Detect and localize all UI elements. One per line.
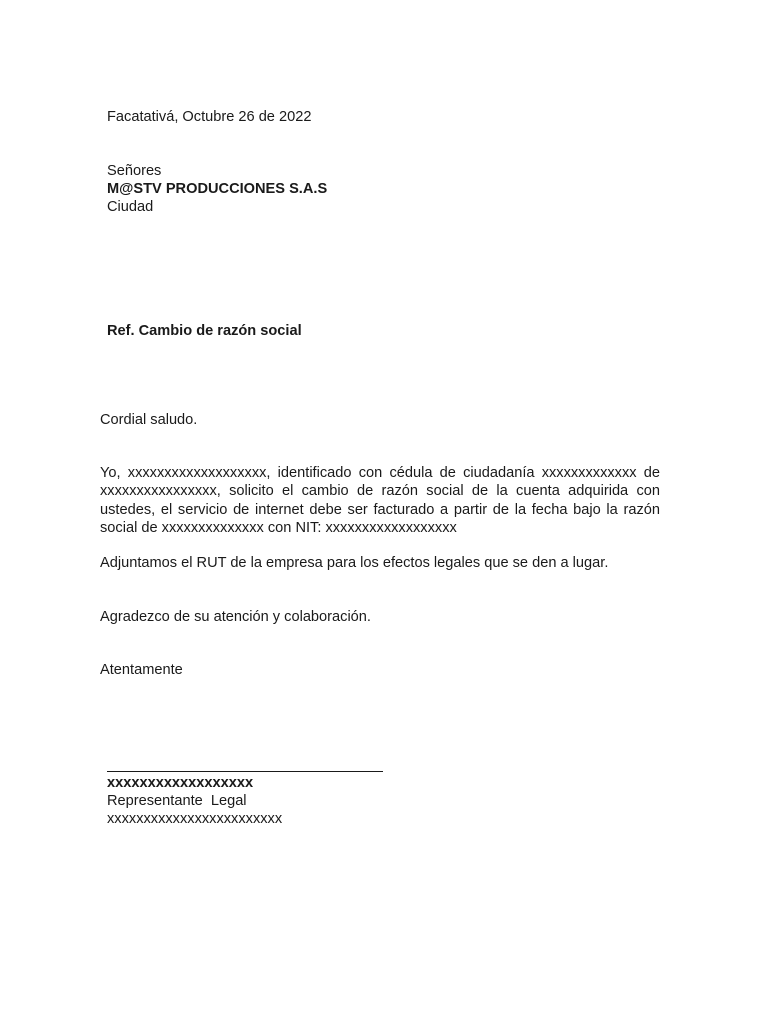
recipient-company: M@STV PRODUCCIONES S.A.S — [107, 181, 328, 197]
signature-title: Representante Legal — [107, 793, 247, 809]
reference-line: Ref. Cambio de razón social — [107, 323, 302, 339]
attachment-note: Adjuntamos el RUT de la empresa para los efectos legales que se den a lugar. — [100, 555, 609, 571]
place-date: Facatativá, Octubre 26 de 2022 — [107, 109, 312, 125]
thanks-line: Agradezco de su atención y colaboración. — [100, 609, 371, 625]
signature-name: xxxxxxxxxxxxxxxxxx — [107, 775, 254, 791]
greeting: Cordial saludo. — [100, 412, 198, 428]
signature-line — [107, 771, 383, 772]
closing: Atentamente — [100, 662, 183, 678]
recipient-salutation: Señores — [107, 163, 162, 179]
signature-id: xxxxxxxxxxxxxxxxxxxxxxxx — [107, 811, 283, 827]
body-paragraph: Yo, xxxxxxxxxxxxxxxxxxx, identificado con cédula de ciudadanía xxxxxxxxxxxxx de xxxxxxxxxxxxxxxx, solicito el cambio de razón social de la cuenta adquirida con ustedes, el servicio de internet debe ser facturado a partir de la fecha bajo la razón social de xxxxxxxxxxxxxx con NIT: xxxxxxxxxxxxxxxxxx — [100, 465, 660, 536]
recipient-city: Ciudad — [107, 199, 154, 215]
